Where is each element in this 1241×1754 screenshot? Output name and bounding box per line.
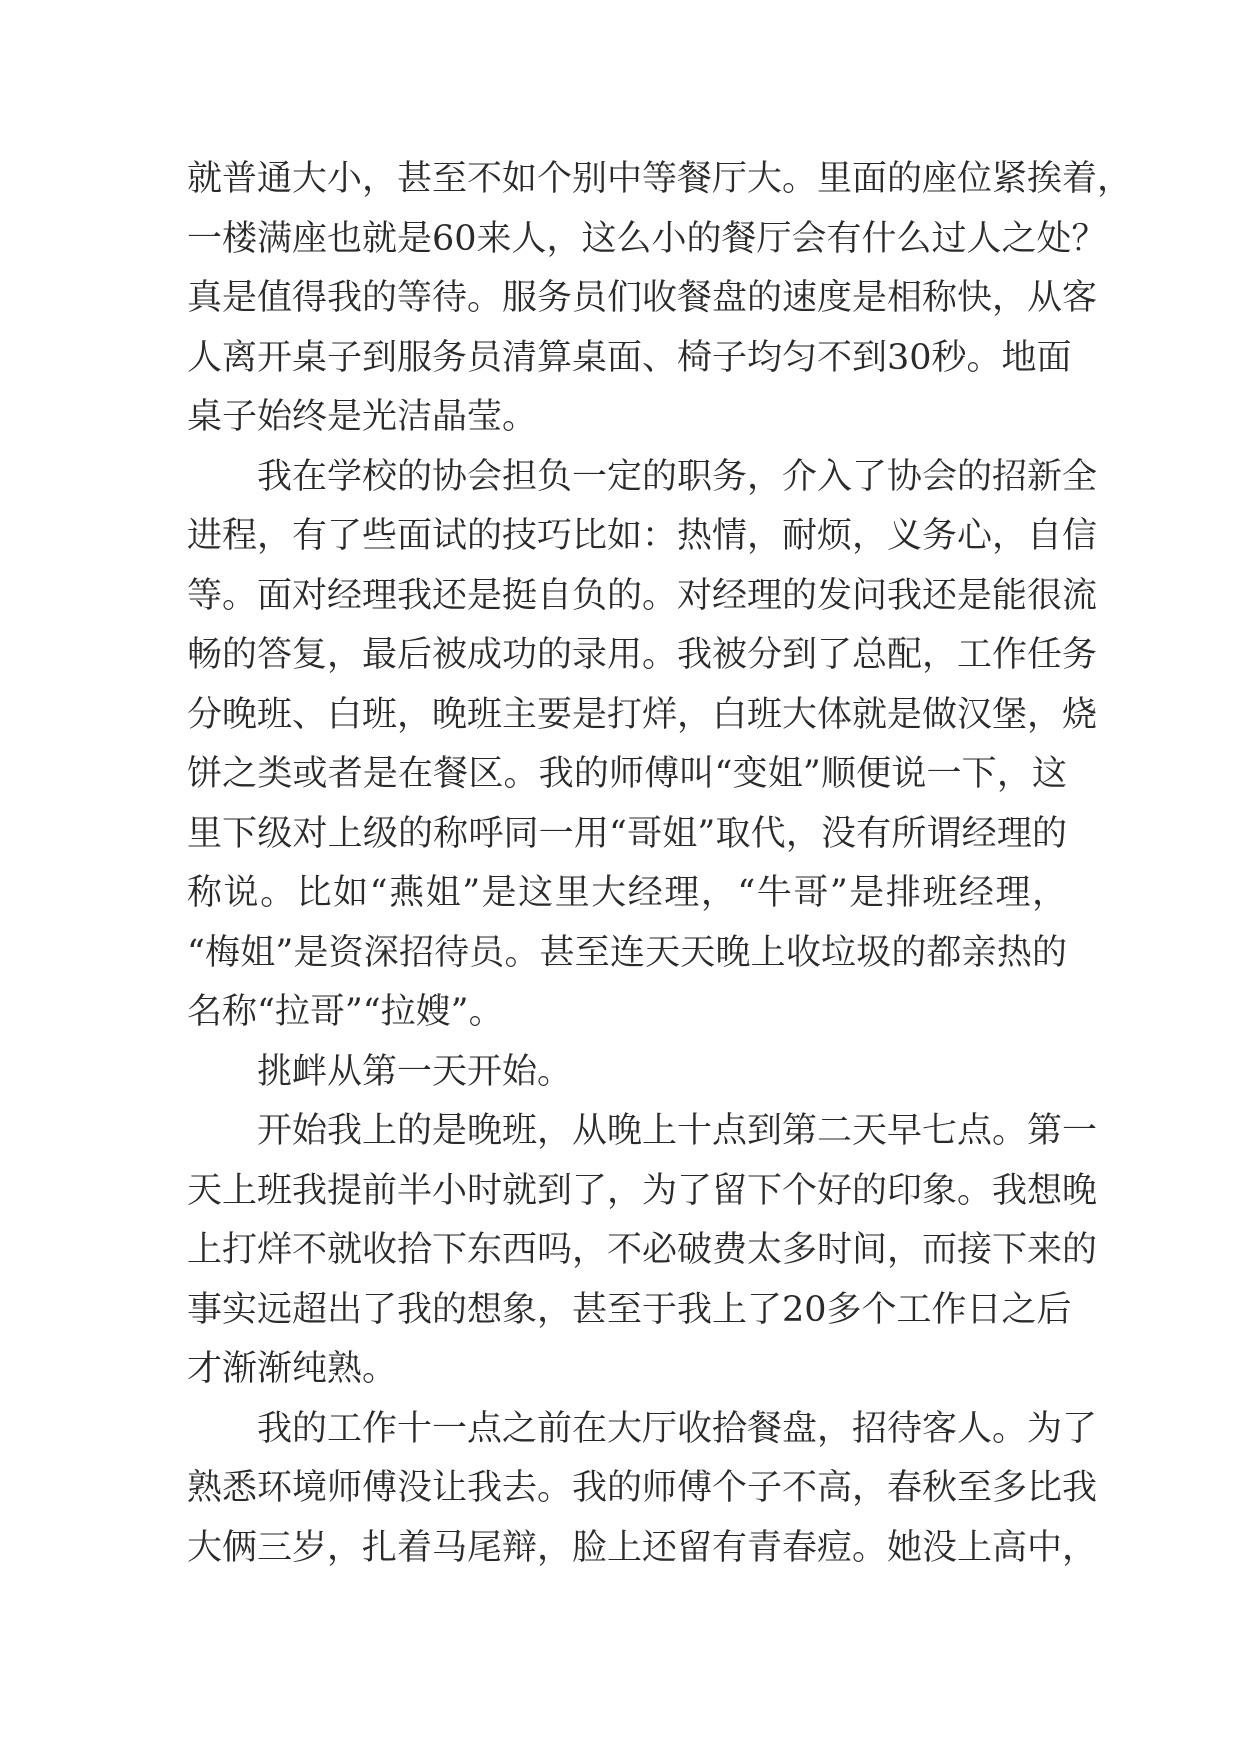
text-line: 分晚班、白班，晚班主要是打烊，白班大体就是做汉堡，烧 [187, 694, 1098, 735]
text-line: 我在学校的协会担负一定的职务，介入了协会的招新全 [257, 456, 1098, 497]
text-line: 挑衅从第一天开始。 [257, 1051, 573, 1092]
text-line: 上打烊不就收拾下东西吗，不必破费太多时间，而接下来的 [187, 1230, 1098, 1270]
text-line: 等。面对经理我还是挺自负的。对经理的发问我还是能很流 [187, 575, 1098, 616]
paragraph [187, 150, 1133, 448]
text-line: 进程，有了些面试的技巧比如：热情，耐烦，义务心，自信 [187, 516, 1098, 556]
text-line: 称说。比如“燕姐”是这里大经理，“牛哥”是排班经理， [187, 873, 1067, 913]
text-line: 事实远超出了我的想象，甚至于我上了20多个工作日之后 [187, 1289, 1072, 1330]
text-line: 饼之类或者是在餐区。我的师傅叫“变姐”顺便说一下，这 [187, 754, 1067, 794]
text-line: 开始我上的是晚班，从晚上十点到第二天早七点。第一 [257, 1111, 1098, 1151]
paragraph [187, 1102, 1098, 1400]
text-line: 名称“拉哥”“拉嫂”。 [187, 992, 504, 1032]
text-line: 畅的答复，最后被成功的录用。我被分到了总配，工作任务 [187, 635, 1098, 675]
text-line: 天上班我提前半小时就到了，为了留下个好的印象。我想晚 [187, 1170, 1098, 1211]
document-body [187, 150, 1133, 1578]
text-line: 里下级对上级的称呼同一用“哥姐”取代，没有所谓经理的 [187, 813, 1067, 854]
text-line: 一楼满座也就是60来人，这么小的餐厅会有什么过人之处？ [187, 218, 1107, 259]
text-line: 就普通大小，甚至不如个别中等餐厅大。里面的座位紧挨着， [187, 159, 1133, 199]
paragraph [187, 448, 1098, 1043]
text-line: 大俩三岁，扎着马尾辩，脸上还留有青春痘。她没上高中， [187, 1527, 1098, 1568]
paragraph [187, 1400, 1098, 1579]
text-line: 桌子始终是光洁晶莹。 [187, 397, 538, 437]
text-line: 人离开桌子到服务员清算桌面、椅子均匀不到30秒。地面 [187, 337, 1072, 378]
text-line: “梅姐”是资深招待员。甚至连天天晚上收垃圾的都亲热的 [187, 932, 1067, 973]
text-line: 才渐渐纯熟。 [187, 1349, 398, 1389]
text-line: 真是值得我的等待。服务员们收餐盘的速度是相称快，从客 [187, 278, 1098, 318]
text-line: 我的工作十一点之前在大厅收拾餐盘，招待客人。为了 [257, 1408, 1098, 1449]
paragraph [187, 1043, 1067, 1103]
text-line: 熟悉环境师傅没让我去。我的师傅个子不高，春秋至多比我 [187, 1468, 1098, 1508]
